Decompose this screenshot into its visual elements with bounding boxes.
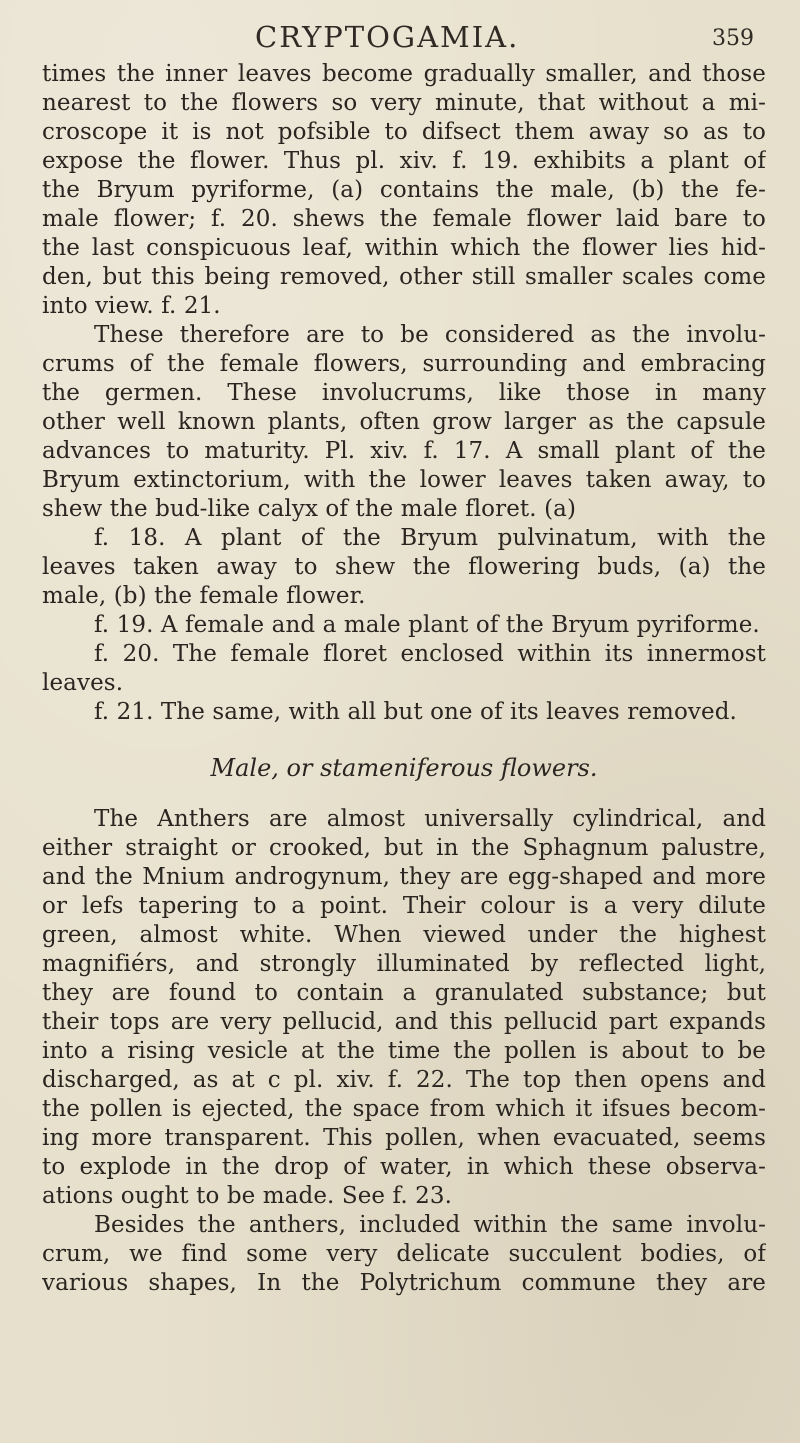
figure-explanations <box>42 524 766 727</box>
text-line: crum, we find some very delicate succulent bodies, of <box>42 1241 766 1267</box>
text-line: other well known plants, often grow larger as the capsule <box>42 409 766 435</box>
text-line: the germen. These involucrums, like those in many <box>42 380 766 406</box>
text-line: f. 20. The female floret enclosed within its innermost <box>94 641 766 667</box>
text-line: male, (b) the female flower. <box>42 583 366 609</box>
text-line: f. 21. The same, with all but one of its leaves removed. <box>94 699 737 725</box>
text-line: times the inner leaves become gradually smaller, and those <box>42 61 766 87</box>
text-line: discharged, as at c pl. xiv. f. 22. The top then opens and <box>42 1067 766 1093</box>
running-title: CRYPTOGAMIA. <box>255 20 520 54</box>
paragraph-4 <box>42 1211 766 1298</box>
text-line: shew the bud-like calyx of the male floret. (a) <box>42 496 577 522</box>
text-line: croscope it is not pofsible to difsect them away so as to <box>42 119 766 145</box>
text-line: leaves. <box>42 670 124 696</box>
body-text <box>42 60 766 1298</box>
text-line: the Bryum pyriforme, (a) contains the male, (b) the fe- <box>42 177 766 203</box>
text-line: f. 19. A female and a male plant of the Bryum pyriforme. <box>94 612 760 638</box>
text-line: leaves taken away to shew the flowering buds, (a) the <box>42 554 766 580</box>
text-line: either straight or crooked, but in the Sphagnum palustre, <box>42 835 766 861</box>
text-line: green, almost white. When viewed under the highest <box>42 922 766 948</box>
text-line: expose the flower. Thus pl. xiv. f. 19. exhibits a plant of <box>42 148 766 174</box>
text-line: into view. f. 21. <box>42 293 221 319</box>
text-line: crums of the female flowers, surrounding and embracing <box>42 351 766 377</box>
text-line: into a rising vesicle at the time the pollen is about to be <box>42 1038 766 1064</box>
text-line: magnifiérs, and strongly illuminated by reflected light, <box>42 951 766 977</box>
text-line: or lefs tapering to a point. Their colour is a very dilute <box>42 893 766 919</box>
section-heading: Male, or stameniferous flowers. <box>210 754 598 782</box>
text-line: the pollen is ejected, the space from which it ifsues becom- <box>42 1096 766 1122</box>
text-line: their tops are very pellucid, and this pellucid part expands <box>42 1009 766 1035</box>
text-line: Bryum extinctorium, with the lower leaves taken away, to <box>42 467 766 493</box>
text-line: Besides the anthers, included within the same involu- <box>94 1212 766 1238</box>
page-header <box>0 20 800 60</box>
text-line: advances to maturity. Pl. xiv. f. 17. A small plant of the <box>42 438 766 464</box>
text-line: the last conspicuous leaf, within which the flower lies hid- <box>42 235 766 261</box>
paragraph-3 <box>42 805 766 1211</box>
text-line: ations ought to be made. See f. 23. <box>42 1183 453 1209</box>
text-line: den, but this being removed, other still smaller scales come <box>42 264 766 290</box>
text-line: various shapes, In the Polytrichum commune they are <box>42 1270 766 1296</box>
text-line: to explode in the drop of water, in which these observa- <box>42 1154 766 1180</box>
paragraph-2 <box>42 321 766 524</box>
text-line: nearest to the flowers so very minute, that without a mi- <box>42 90 766 116</box>
text-line: male flower; f. 20. shews the female flower laid bare to <box>42 206 766 232</box>
text-line: The Anthers are almost universally cylindrical, and <box>94 806 766 832</box>
text-line: and the Mnium androgynum, they are egg-shaped and more <box>42 864 766 890</box>
text-line: These therefore are to be considered as the involu- <box>94 322 766 348</box>
text-line: ing more transparent. This pollen, when evacuated, seems <box>42 1125 766 1151</box>
text-line: they are found to contain a granulated substance; but <box>42 980 766 1006</box>
paragraph-1 <box>42 60 766 321</box>
page-number: 359 <box>712 26 754 51</box>
text-line: f. 18. A plant of the Bryum pulvinatum, with the <box>94 525 766 551</box>
